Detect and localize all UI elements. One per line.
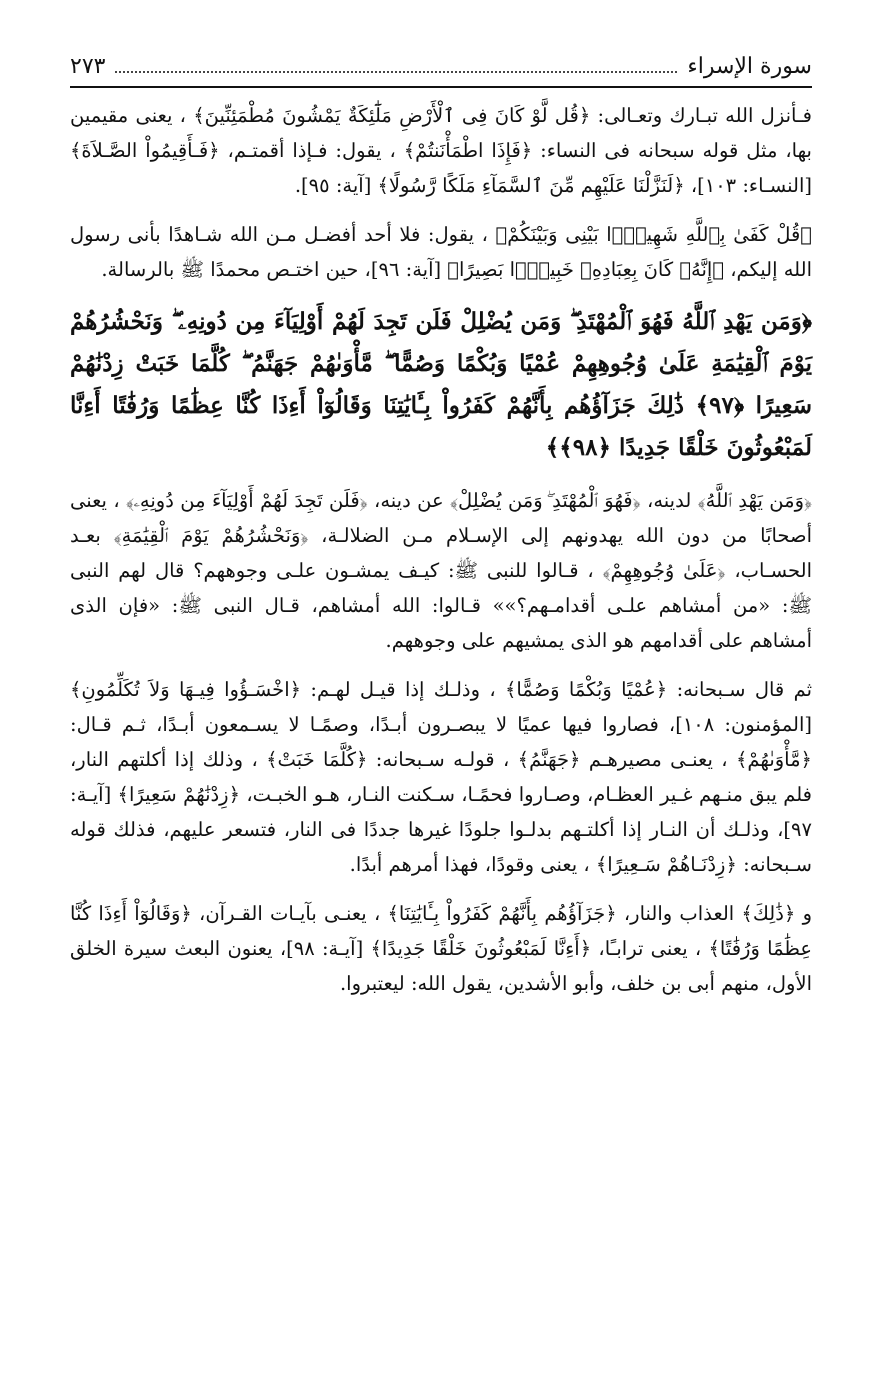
surah-title: سورة الإسراء bbox=[687, 54, 812, 79]
paragraph: فـأنزل الله تبـارك وتعـالى: ﴿قُل لَّوْ كَانَ فِى ٱلْأَرْضِ مَلَٰٓئِكَةٌ يَمْشُونَ مُطْمَئِنِّينَ﴾ ، يعنى مقيمين بها، مثل قوله سبحانه فى النساء: ﴿فَإِذَا اطْمَأْنَنتُمْ﴾ ، يقول: فـإذا أقمتـم، ﴿فَـأَقِيمُواْ الصَّـلاَةَ﴾ [النسـاء: ١٠٣]، ﴿لَنَزَّلْنَا عَلَيْهِم مِّنَ ٱلسَّمَآءِ مَلَكًا رَّسُولًا﴾ [آية: ٩٥]. bbox=[70, 104, 812, 197]
header-leader-dots bbox=[115, 59, 677, 73]
paragraph: و ﴿ذَٰلِكَ﴾ العذاب والنار، ﴿جَزَآؤُهُم بِأَنَّهُمْ كَفَرُواْ بِـَٔايَٰتِنَا﴾ ، يعنـى بآيـات القـرآن، ﴿وَقَالُوٓاْ أَءِذَا كُنَّا عِظَٰمًا وَرُفَٰتًا﴾ ، يعنى ترابـًا، ﴿أَءِنَّا لَمَبْعُوثُونَ خَلْقًا جَدِيدًا﴾ [آيـة: ٩٨]، يعنون البعث سيرة الخلق الأول، منهم أبى بن خلف، وأبو الأشدين، يقول الله: ليعتبروا. bbox=[70, 902, 812, 995]
page-number: ٢٧٣ bbox=[70, 54, 106, 79]
paragraph: ثم قال سـبحانه: ﴿عُمْيًا وَبُكْمًا وَصُمًّا﴾ ، وذلـك إذا قيـل لهـم: ﴿اخْسَـؤُوا فِيـهَا وَلاَ تُكَلِّمُونِ﴾ [المؤمنون: ١٠٨]، فصاروا فيها عميًا لا يبصـرون أبـدًا، وصمًـا لا يسـمعون أبـدًا، ثـم قـال: ﴿مَّأْوَىٰهُمْ﴾ ، يعنـى مصيرهـم ﴿جَهَنَّمُ﴾ ، قولـه سـبحانه: ﴿كُلَّمَا خَبَتْ﴾ ، وذلك إذا أكلتهم النار، فلم يبق منـهم غـير العظـام، وصـاروا فحمًـا، سـكنت النـار، هـو الخبـت، ﴿زِدْنَٰهُمْ سَعِيرًا﴾ [آيـة: ٩٧]، وذلـك أن النـار إذا أكلتـهم بدلـوا جلودًا غيرها جددًا فى النار، فتسعر عليهم، فذلك قوله سـبحانه: ﴿زِدْنَـاهُمْ سَـعِيرًا﴾ ، يعنى وقودًا، فهذا أمرهم أبدًا. bbox=[70, 678, 812, 876]
quran-verse-block: ﴿وَمَن يَهْدِ ٱللَّهُ فَهُوَ ٱلْمُهْتَدِ ۖ وَمَن يُضْلِلْ فَلَن تَجِدَ لَهُمْ أَوْلِيَآءَ مِن دُونِهِۦ ۖ وَنَحْشُرُهُمْ يَوْمَ ٱلْقِيَٰمَةِ عَلَىٰ وُجُوهِهِمْ عُمْيًا وَبُكْمًا وَصُمًّا ۖ مَّأْوَىٰهُمْ جَهَنَّمُ ۖ كُلَّمَا خَبَتْ زِدْنَٰهُمْ سَعِيرًا ﴿٩٧﴾ ذَٰلِكَ جَزَآؤُهُم بِأَنَّهُمْ كَفَرُواْ بِـَٔايَٰتِنَا وَقَالُوٓاْ أَءِذَا كُنَّا عِظَٰمًا وَرُفَٰتًا أَءِنَّا لَمَبْعُوثُونَ خَلْقًا جَدِيدًا ﴿٩٨﴾﴾ bbox=[70, 308, 812, 461]
document-page bbox=[70, 52, 812, 1001]
paragraph: ﴿قُلْ كَفَىٰ بِٱللَّهِ شَهِيدًۢا بَيْنِى وَبَيْنَكُمْ﴾ ، يقول: فلا أحد أفضـل مـن الله شـاهدًا بأنى رسول الله إليكم، ﴿إِنَّهُۥ كَانَ بِعِبَادِهِۦ خَبِيرًۢا بَصِيرًا﴾ [آية: ٩٦]، حين اختـص محمدًا ﷺ بالرسالة. bbox=[70, 223, 812, 281]
paragraph: ﴿وَمَن يَهْدِ ٱللَّهُ﴾ لدينه، ﴿فَهُوَ ٱلْمُهْتَدِ ۖ وَمَن يُضْلِلْ﴾ عن دينه، ﴿فَلَن تَجِدَ لَهُمْ أَوْلِيَآءَ مِن دُونِهِۦ﴾ ، يعنى أصحابًا من دون الله يهدونهم إلى الإسـلام مـن الضلالـة، ﴿وَنَحْشُرُهُمْ يَوْمَ ٱلْقِيَٰمَةِ﴾ بعـد الحسـاب، ﴿عَلَىٰ وُجُوهِهِمْ﴾ ، قـالوا للنبى ﷺ: كيـف يمشـون علـى وجوههم؟ قال لهم النبى ﷺ: «من أمشاهم علـى أقدامـهم؟»» قـالوا: الله أمشاهم، قـال النبى ﷺ: «فإن الذى أمشاهم على أقدامهم هو الذى يمشيهم على وجوههم. bbox=[70, 489, 812, 652]
running-header bbox=[70, 52, 812, 88]
